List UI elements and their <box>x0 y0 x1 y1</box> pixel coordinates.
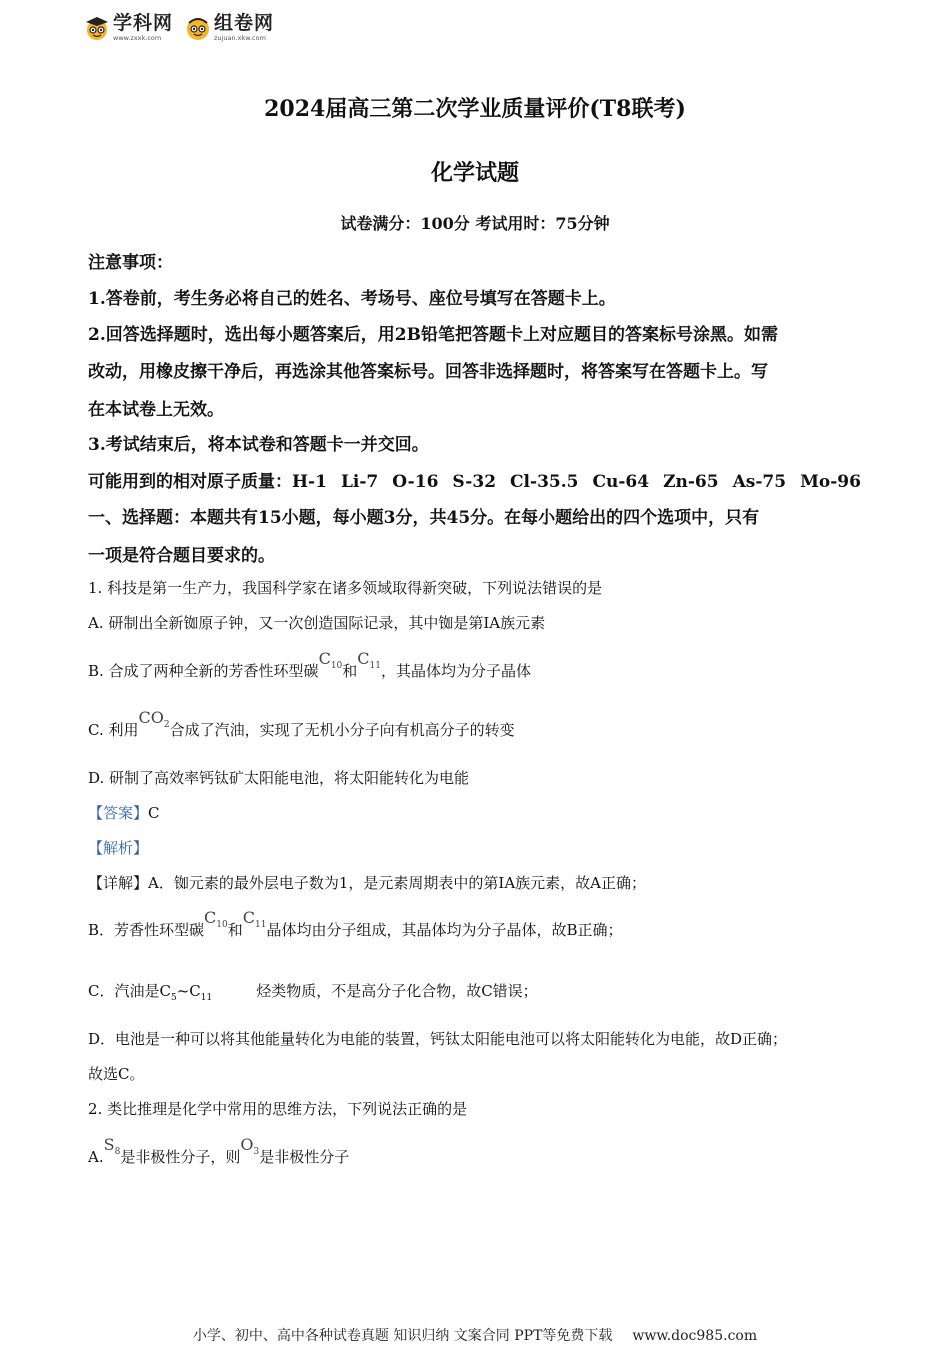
footer-site-link[interactable]: www.doc985.com <box>632 1328 758 1344</box>
option-c <box>88 708 515 740</box>
notice-line: 在本试卷上无效。 <box>88 400 224 420</box>
exam-meta: 试卷满分：100分 考试用时：75分钟 <box>340 214 610 233</box>
notice-line: 3.考试结束后，将本试卷和答题卡一并交回。 <box>88 435 429 455</box>
atomic-mass: As-75 <box>732 472 787 492</box>
option-text: A. <box>88 1148 104 1166</box>
answer-line <box>88 802 160 823</box>
section-heading: 一项是符合题目要求的。 <box>88 546 275 566</box>
logo-name: 学科网 <box>113 12 174 34</box>
face-icon <box>185 15 211 41</box>
detail-a <box>88 872 646 893</box>
atomic-mass: S-32 <box>452 472 497 492</box>
option-text: 合成了汽油，实现了无机小分子向有机高分子的转变 <box>169 721 515 739</box>
conclusion: 故选C。 <box>88 1065 145 1083</box>
atomic-mass: O-16 <box>392 472 439 492</box>
option-text: ，其晶体均为分子晶体 <box>380 662 531 680</box>
formula-c10: $C_{10}$ <box>318 649 343 671</box>
option-a: A. 研制出全新铷原子钟，又一次创造国际记录，其中铷是第IA族元素 <box>88 614 546 632</box>
atomic-mass: Cl-35.5 <box>510 472 579 492</box>
option-b <box>88 649 531 681</box>
formula-o3: $O_3$ <box>240 1135 260 1157</box>
formula-c11: $C_{11}$ <box>242 908 267 930</box>
formula-c10: $C_{10}$ <box>204 908 228 930</box>
option-d: D. 研制了高效率钙钛矿太阳能电池，将太阳能转化为电能 <box>88 769 470 787</box>
notice-heading: 注意事项： <box>88 253 173 273</box>
option-a <box>88 1135 350 1167</box>
detail-text: 烃类物质，不是高分子化合物，故C错误； <box>256 982 538 1000</box>
logo-xueke[interactable] <box>84 14 173 42</box>
notice-line: 1.答卷前，考生务必将自己的姓名、考场号、座位号填写在答题卡上。 <box>88 289 616 309</box>
detail-text: 和 <box>227 921 243 939</box>
atomic-mass: H-1 <box>292 472 327 492</box>
detail-text: B．芳香性环型碳 <box>88 921 205 939</box>
option-text: 是非极性分子 <box>259 1148 350 1166</box>
detail-c: C．汽油是$C_5\sim C_{11}$ 烃类物质，不是高分子化合物，故C错误； <box>88 982 538 1003</box>
detail-text: C．汽油是C <box>88 982 171 1000</box>
atomic-label: 可能用到的相对原子质量： <box>88 472 292 492</box>
answer-value: C <box>148 804 160 822</box>
question-stem: 2. 类比推理是化学中常用的思维方法，下列说法正确的是 <box>88 1100 468 1118</box>
exam-subtitle: 化学试题 <box>430 160 519 186</box>
answer-label: 【答案】 <box>88 804 149 822</box>
detail-text: 晶体均由分子组成，其晶体均为分子晶体，故B正确； <box>266 921 623 939</box>
analysis-label: 【解析】 <box>88 839 149 857</box>
formula-c11: $C_{11}$ <box>357 649 381 671</box>
section-heading: 一、选择题：本题共有15小题，每小题3分，共45分。在每小题给出的四个选项中，只有 <box>88 508 760 528</box>
formula-s8: $S_8$ <box>103 1135 121 1157</box>
atomic-mass: Mo-96 <box>800 472 861 492</box>
notice-line: 改动，用橡皮擦干净后，再选涂其他答案标号。回答非选择题时，将答案写在答题卡上。写 <box>88 362 768 382</box>
detail-label: 【详解】 <box>88 874 149 892</box>
notice-line: 2.回答选择题时，选出每小题答案后，用2B铅笔把答题卡上对应题目的答案标号涂黑。如需 <box>88 325 778 345</box>
option-text: B. 合成了两种全新的芳香性环型碳 <box>88 662 319 680</box>
atomic-mass: Cu-64 <box>592 472 650 492</box>
detail-text: ~C <box>176 982 201 1000</box>
detail-text: A．铷元素的最外层电子数为1，是元素周期表中的第IA族元素，故A正确； <box>148 874 646 892</box>
detail-d: D．电池是一种可以将其他能量转化为电能的装置，钙钛太阳能电池可以将太阳能转化为电能，故D正确； <box>88 1030 788 1048</box>
graduate-face-icon <box>84 15 110 41</box>
logo-zujuan[interactable] <box>185 14 274 42</box>
footer-text: 小学、初中、高中各种试卷真题 知识归纳 文案合同 PPT等免费下载 <box>192 1328 613 1344</box>
logo-url: zujuan.xkw.com <box>214 34 266 42</box>
exam-title: 2024届高三第二次学业质量评价(T8联考) <box>264 96 686 122</box>
option-text: 是非极性分子，则 <box>120 1148 241 1166</box>
atomic-mass: Zn-65 <box>663 472 719 492</box>
formula-co2: $CO_2$ <box>138 708 170 730</box>
page-footer <box>0 1325 950 1345</box>
header-logos <box>84 14 274 42</box>
option-text: C. 利用 <box>88 721 139 739</box>
option-text: 和 <box>342 662 358 680</box>
logo-name: 组卷网 <box>214 12 275 34</box>
detail-b <box>88 908 623 940</box>
question-stem: 1. 科技是第一生产力，我国科学家在诸多领域取得新突破，下列说法错误的是 <box>88 579 603 597</box>
atomic-masses <box>88 467 861 492</box>
logo-url: www.zxxk.com <box>113 34 162 42</box>
atomic-mass: Li-7 <box>340 472 379 492</box>
